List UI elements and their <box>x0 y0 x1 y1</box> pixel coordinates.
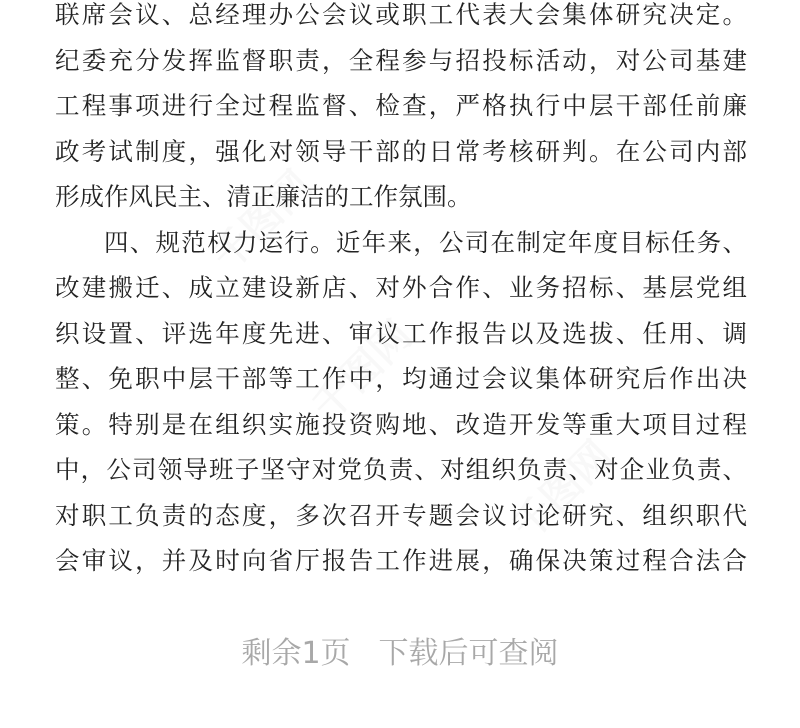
remaining-pages-text: 剩余1页 <box>241 636 351 671</box>
text-line: 对职工负责的态度，多次召开专题会议讨论研究、组织职代 <box>55 500 747 530</box>
download-to-view-text[interactable]: 下载后可查阅 <box>378 636 559 671</box>
watermark: 千图网 <box>303 312 422 430</box>
text-line: 会审议，并及时向省厅报告工作进展，确保决策过程合法合 <box>55 546 747 575</box>
text-line: 整、免职中层干部等工作中，均通过会议集体研究后作出决 <box>55 364 747 393</box>
document-body <box>55 0 747 584</box>
text-line: 中，公司领导班子坚守对党负责、对组织负责、对企业负责、 <box>55 455 747 484</box>
watermark: 千图网 <box>503 432 622 550</box>
text-line: 改建搬迁、成立建设新店、对外合作、业务招标、基层党组 <box>55 273 747 302</box>
text-line: 形成作风民主、清正廉洁的工作氛围。 <box>55 182 472 211</box>
text-line: 纪委充分发挥监督职责，全程参与招投标活动，对公司基建 <box>55 45 747 75</box>
text-line: 织设置、评选年度先进、审议工作报告以及选拔、任用、调 <box>55 318 747 348</box>
text-line: 策。特别是在组织实施投资购地、改造开发等重大项目过程 <box>55 409 747 439</box>
remaining-pages-banner[interactable] <box>0 628 800 672</box>
text-line: 工程事项进行全过程监督、检查，严格执行中层干部任前廉 <box>55 91 747 120</box>
text-line: 联席会议、总经理办公会议或职工代表大会集体研究决定。 <box>55 0 747 29</box>
watermark: 千图网 <box>203 162 322 280</box>
paragraph-first-line: 四、规范权力运行。近年来，公司在制定年度目标任务、 <box>104 227 747 257</box>
text-line: 政考试制度，强化对领导干部的日常考核研判。在公司内部 <box>55 136 747 166</box>
